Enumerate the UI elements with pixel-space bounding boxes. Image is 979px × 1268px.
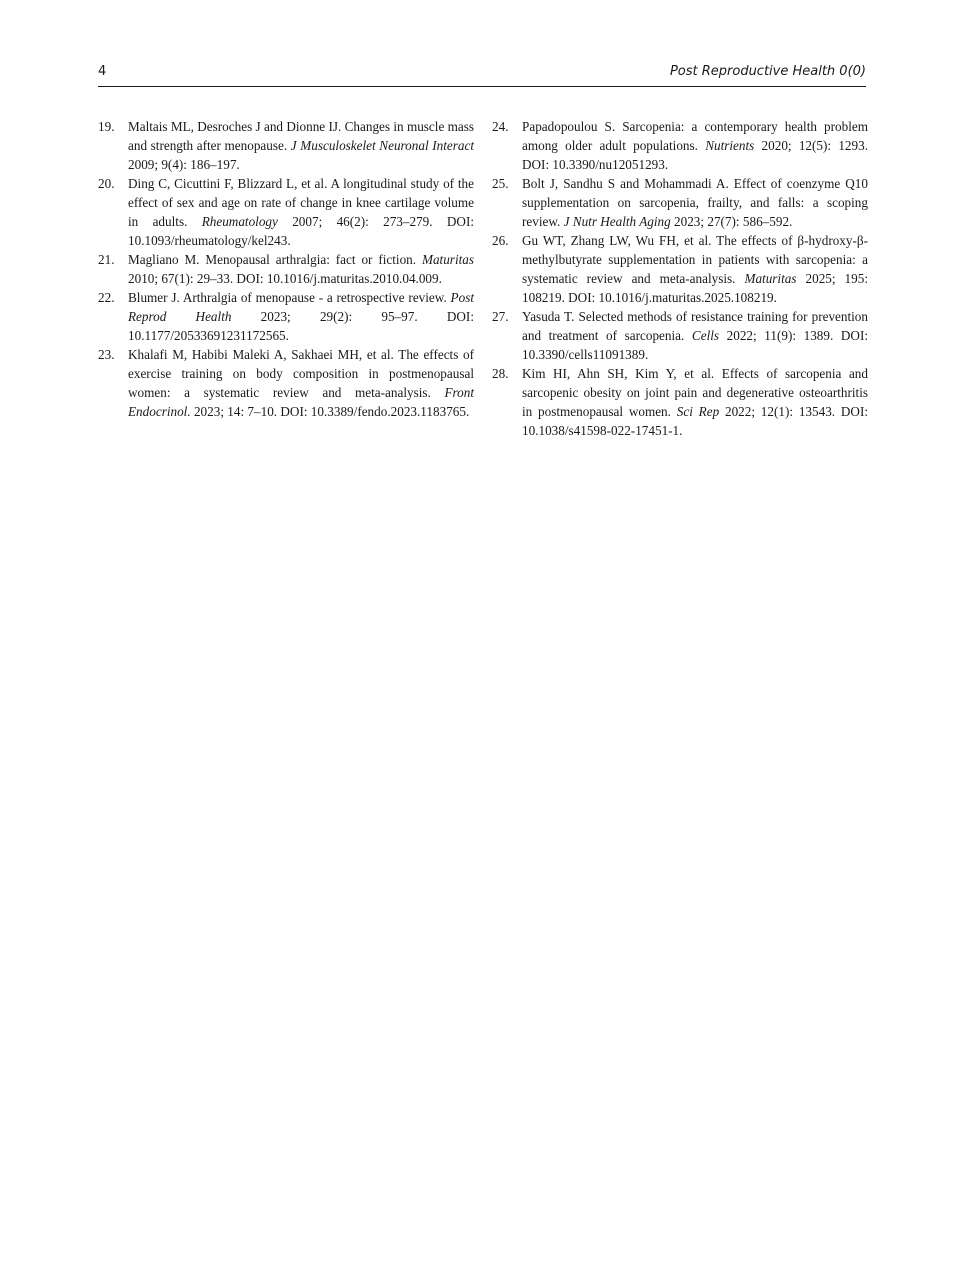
reference-item	[98, 174, 474, 250]
running-header	[98, 64, 866, 86]
reference-number: 27.	[492, 309, 509, 324]
reference-item	[492, 117, 868, 174]
reference-item	[98, 288, 474, 345]
reference-text: Maltais ML, Desroches J and Dionne IJ. Changes in muscle mass and strength after menopause. J Musculoskelet Neuronal Interact 2009; 9(4): 186–197.	[128, 119, 474, 172]
journal-title: Post Reproductive Health 0(0)	[669, 64, 866, 79]
reference-text: Blumer J. Arthralgia of menopause - a retrospective review. Post Reprod Health 2023; 29(2): 95–97. DOI: 10.1177/20533691231172565.	[128, 290, 474, 343]
journal-name: Maturitas	[744, 271, 797, 286]
reference-item	[492, 231, 868, 307]
reference-column-left	[98, 117, 474, 421]
reference-number: 20.	[98, 176, 115, 191]
journal-name: J Nutr Health Aging	[563, 214, 671, 229]
reference-number: 28.	[492, 366, 509, 381]
journal-name: Post Reprod Health	[128, 290, 474, 324]
journal-name: J Musculoskelet Neuronal Interact	[290, 138, 474, 153]
reference-item	[98, 250, 474, 288]
journal-name: Nutrients	[705, 138, 755, 153]
reference-item	[98, 345, 474, 421]
reference-text: Bolt J, Sandhu S and Mohammadi A. Effect of coenzyme Q10 supplementation on sarcopenia, frailty, and falls: a scoping review. J Nutr Health Aging 2023; 27(7): 586–592.	[522, 176, 868, 229]
header-rule	[98, 86, 866, 87]
reference-number: 21.	[98, 252, 115, 267]
reference-text: Ding C, Cicuttini F, Blizzard L, et al. A longitudinal study of the effect of sex and age on rate of change in knee cartilage volume in adults. Rheumatology 2007; 46(2): 273–279. DOI: 10.1093/rheumatology/kel243.	[128, 176, 474, 248]
reference-number: 24.	[492, 119, 509, 134]
journal-name: Rheumatology	[201, 214, 278, 229]
reference-text: Kim HI, Ahn SH, Kim Y, et al. Effects of sarcopenia and sarcopenic obesity on joint pain and degenerative osteoarthritis in postmenopausal women. Sci Rep 2022; 12(1): 13543. DOI: 10.1038/s41598-022-17451-1.	[522, 366, 868, 438]
reference-number: 23.	[98, 347, 115, 362]
reference-number: 25.	[492, 176, 509, 191]
reference-item	[492, 307, 868, 364]
reference-item	[492, 364, 868, 440]
reference-text: Papadopoulou S. Sarcopenia: a contemporary health problem among older adult populations. Nutrients 2020; 12(5): 1293. DOI: 10.3390/nu12051293.	[522, 119, 868, 172]
reference-text: Magliano M. Menopausal arthralgia: fact or fiction. Maturitas 2010; 67(1): 29–33. DOI: 10.1016/j.maturitas.2010.04.009.	[128, 252, 474, 286]
reference-number: 26.	[492, 233, 509, 248]
page-number: 4	[98, 64, 107, 79]
reference-column-right	[492, 117, 868, 440]
journal-name: Sci Rep	[676, 404, 720, 419]
reference-text: Yasuda T. Selected methods of resistance training for prevention and treatment of sarcopenia. Cells 2022; 11(9): 1389. DOI: 10.3390/cells11091389.	[522, 309, 868, 362]
reference-text: Khalafi M, Habibi Maleki A, Sakhaei MH, et al. The effects of exercise training on body composition in postmenopausal women: a systematic review and meta-analysis. Front Endocrinol. 2023; 14: 7–10. DOI: 10.3389/fendo.2023.1183765.	[128, 347, 474, 419]
reference-number: 19.	[98, 119, 115, 134]
journal-name: Maturitas	[421, 252, 474, 267]
reference-text: Gu WT, Zhang LW, Wu FH, et al. The effects of β-hydroxy-β-methylbutyrate supplementation in patients with sarcopenia: a systematic review and meta-analysis. Maturitas 2025; 195: 108219. DOI: 10.1016/j.maturitas.2025.108219.	[522, 233, 868, 305]
journal-name: Cells	[691, 328, 720, 343]
reference-item	[492, 174, 868, 231]
reference-item	[98, 117, 474, 174]
reference-number: 22.	[98, 290, 115, 305]
journal-name: Front Endocrinol.	[128, 385, 474, 419]
